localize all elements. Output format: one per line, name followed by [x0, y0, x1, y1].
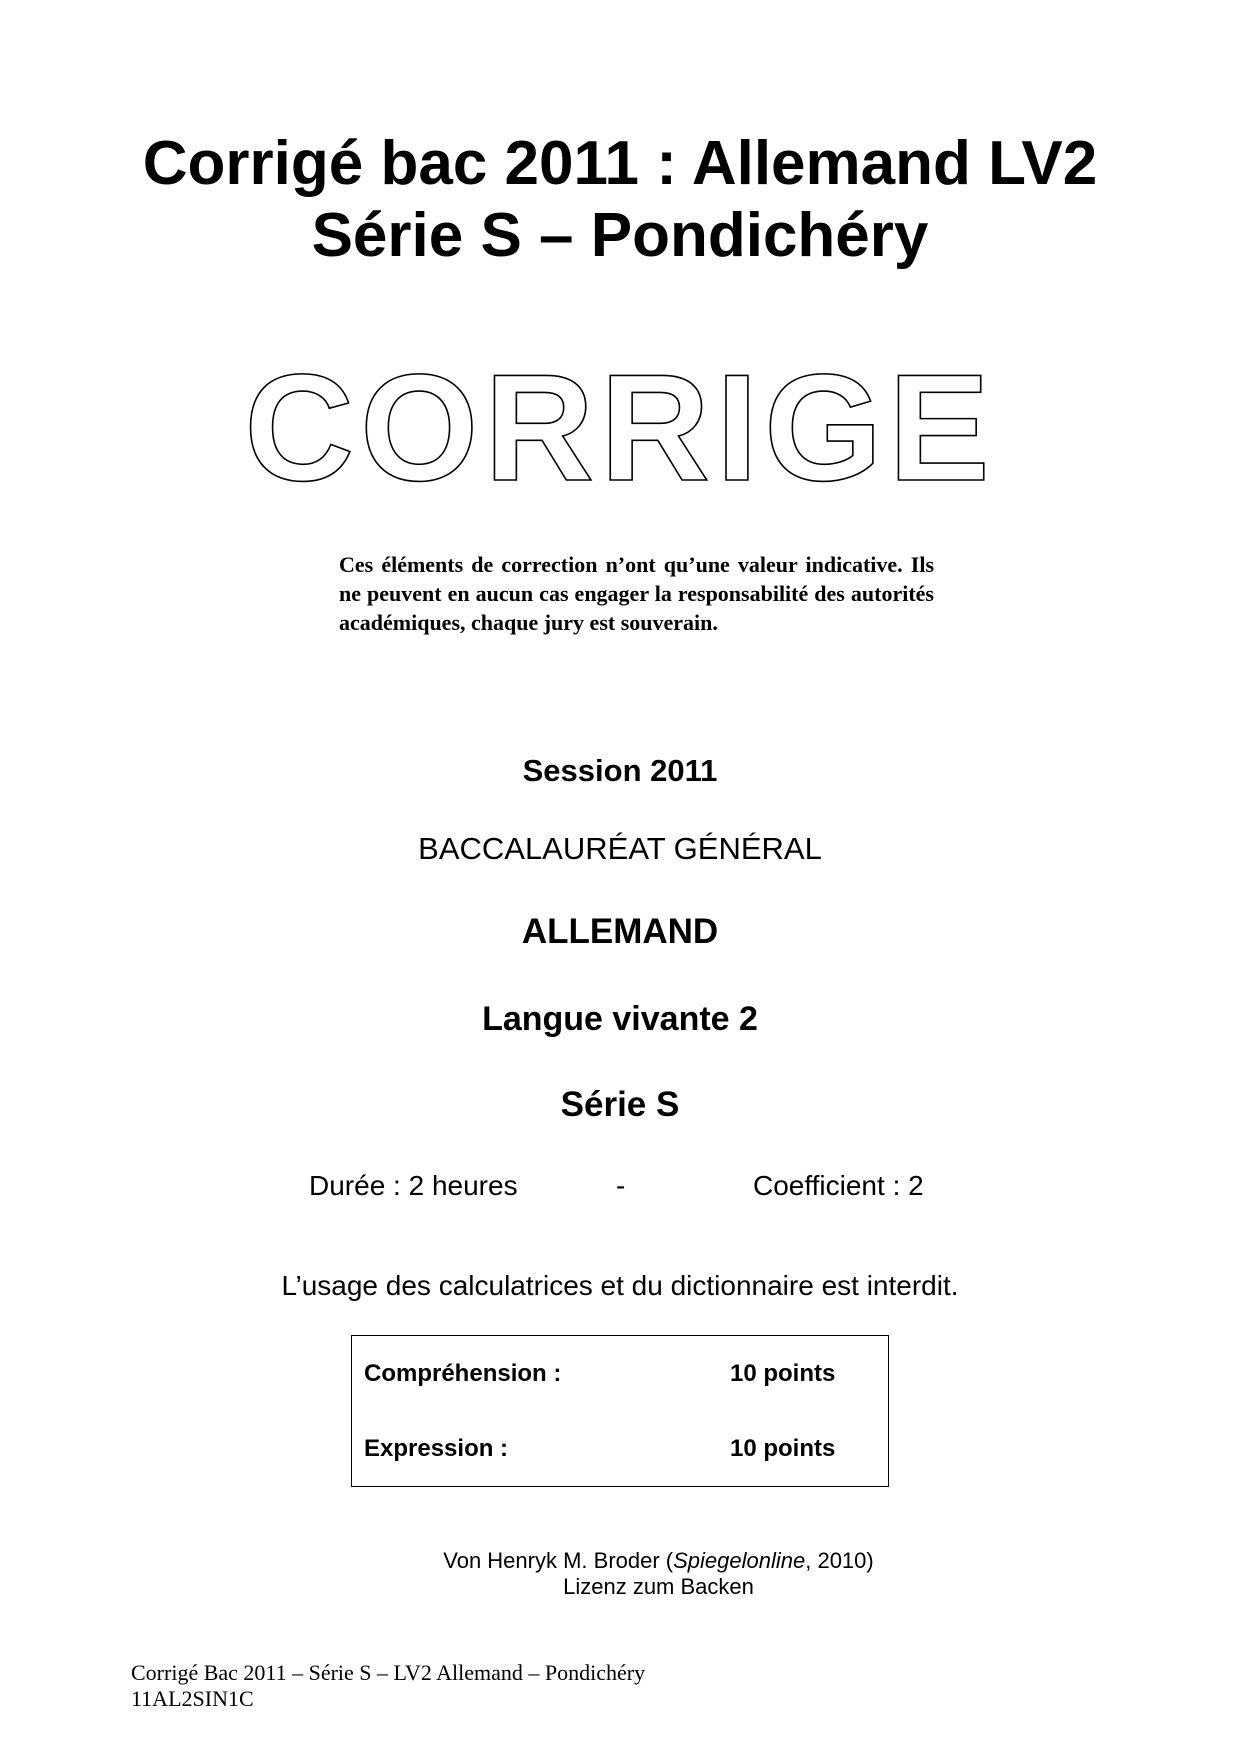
- source-publication: Spiegelonline: [673, 1548, 806, 1573]
- duration-coefficient-row: [0, 1170, 1240, 1210]
- footer-line-1: Corrigé Bac 2011 – Série S – LV2 Allemand – Pondichéry: [131, 1660, 646, 1685]
- scoring-row: [352, 1435, 888, 1465]
- scoring-row: [352, 1360, 888, 1390]
- exam-level: BACCALAURÉAT GÉNÉRAL: [418, 831, 822, 866]
- source-article-title: Lizenz zum Backen: [563, 1574, 754, 1599]
- disclaimer-text: Ces éléments de correction n’ont qu’une valeur indicative. Ils ne peuvent en aucun cas engager la responsabilité des autorités académiques, chaque jury est souverain.: [339, 552, 934, 635]
- exam-series: Série S: [560, 1085, 680, 1124]
- source-suffix: , 2010): [805, 1548, 874, 1573]
- footer-reference-code: 11AL2SIN1C: [131, 1686, 254, 1711]
- source-prefix: Von Henryk M. Broder (: [443, 1548, 674, 1573]
- exam-language-level: Langue vivante 2: [482, 1000, 758, 1038]
- exam-duration: Durée : 2 heures: [309, 1170, 518, 1201]
- scoring-label: Compréhension :: [364, 1360, 562, 1387]
- usage-note: L’usage des calculatrices et du dictionnaire est interdit.: [281, 1270, 959, 1301]
- row-separator: -: [616, 1170, 626, 1201]
- exam-subject: ALLEMAND: [521, 912, 719, 951]
- scoring-value: 10 points: [730, 1435, 836, 1462]
- scoring-table: [351, 1335, 889, 1487]
- scoring-label: Expression :: [364, 1435, 509, 1462]
- document-title-line-1: Corrigé bac 2011 : Allemand LV2: [142, 129, 1098, 198]
- scoring-value: 10 points: [730, 1360, 836, 1387]
- source-attribution: [0, 1548, 1240, 1574]
- exam-coefficient: Coefficient : 2: [753, 1170, 924, 1201]
- corrige-watermark: CORRIGE: [244, 343, 996, 513]
- document-title-line-2: Série S – Pondichéry: [311, 201, 929, 270]
- session-heading: Session 2011: [522, 753, 718, 788]
